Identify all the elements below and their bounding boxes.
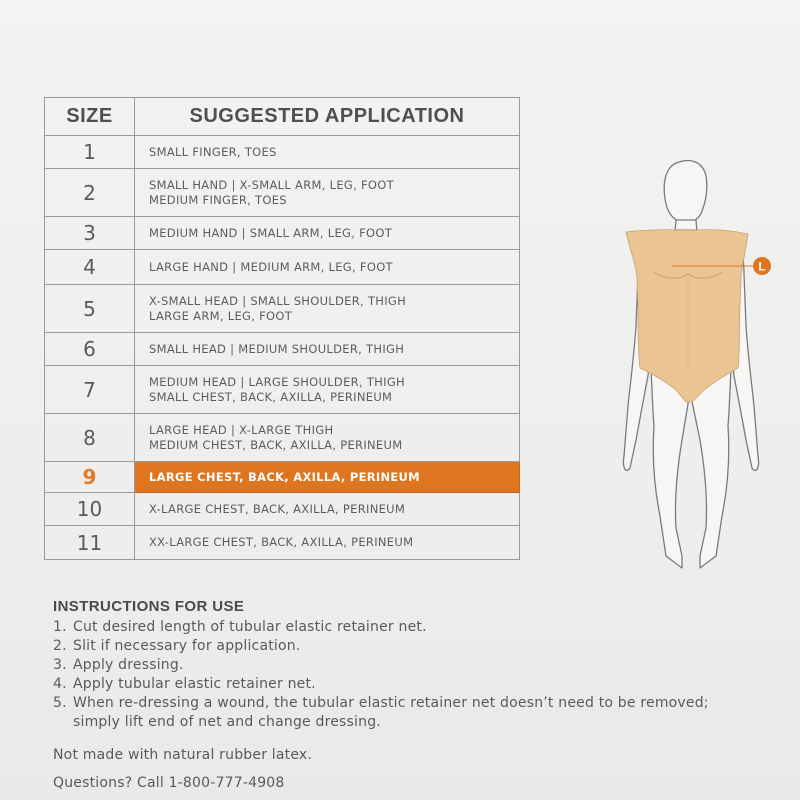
application-line: LARGE ARM, LEG, FOOT: [149, 308, 293, 323]
table-row: [45, 526, 520, 560]
size-number: 1: [45, 136, 135, 169]
instruction-step: [53, 694, 753, 732]
step-text: Apply tubular elastic retainer net.: [73, 676, 316, 692]
step-number: 2.: [53, 638, 67, 654]
table-row: [45, 250, 520, 285]
step-number: 3.: [53, 657, 67, 673]
application-line: SMALL HAND | X-SMALL ARM, LEG, FOOT: [149, 177, 394, 192]
size-application: [135, 136, 520, 169]
application-line: LARGE HEAD | X-LARGE THIGH: [149, 422, 334, 437]
table-row: [45, 285, 520, 333]
size-application: [135, 414, 520, 462]
size-application: [135, 366, 520, 414]
table-row: [45, 462, 520, 493]
step-number: 1.: [53, 619, 67, 635]
size-number: 5: [45, 285, 135, 333]
instructions-list: [53, 618, 753, 732]
latex-note: Not made with natural rubber latex.: [53, 747, 313, 763]
size-application: [135, 493, 520, 526]
table-row: [45, 217, 520, 250]
size-number: 4: [45, 250, 135, 285]
size-application: [135, 333, 520, 366]
application-line: SMALL HEAD | MEDIUM SHOULDER, THIGH: [149, 341, 405, 356]
application-line: X-LARGE CHEST, BACK, AXILLA, PERINEUM: [149, 501, 406, 516]
size-rows: [45, 136, 520, 560]
size-number: 10: [45, 493, 135, 526]
size-table: [44, 97, 520, 560]
size-number: 3: [45, 217, 135, 250]
instructions-section: [53, 598, 753, 791]
application-line: X-SMALL HEAD | SMALL SHOULDER, THIGH: [149, 293, 407, 308]
size-number: 2: [45, 169, 135, 217]
application-line: LARGE CHEST, BACK, AXILLA, PERINEUM: [149, 469, 420, 484]
application-column-header: SUGGESTED APPLICATION: [135, 98, 520, 136]
size-number: 9: [45, 462, 135, 493]
size-application: [135, 169, 520, 217]
instruction-step: [53, 675, 753, 694]
table-row: [45, 493, 520, 526]
application-line: MEDIUM HEAD | LARGE SHOULDER, THIGH: [149, 374, 405, 389]
application-line: MEDIUM CHEST, BACK, AXILLA, PERINEUM: [149, 437, 403, 452]
application-line: MEDIUM HAND | SMALL ARM, LEG, FOOT: [149, 225, 393, 240]
step-text: When re-dressing a wound, the tubular elastic retainer net doesn’t need to be removed; simply lift end of net and change dressing.: [73, 695, 709, 730]
size-column-header: SIZE: [45, 98, 135, 136]
size-marker-label: L: [758, 259, 766, 274]
instruction-step: [53, 637, 753, 656]
step-number: 5.: [53, 695, 67, 711]
size-application: [135, 462, 520, 493]
table-row: [45, 366, 520, 414]
instruction-step: [53, 656, 753, 675]
table-row: [45, 136, 520, 169]
step-text: Cut desired length of tubular elastic retainer net.: [73, 619, 427, 635]
size-application: [135, 285, 520, 333]
body-figure: [596, 156, 796, 576]
size-application: [135, 250, 520, 285]
table-row: [45, 333, 520, 366]
instruction-step: [53, 618, 753, 637]
step-number: 4.: [53, 676, 67, 692]
size-application: [135, 526, 520, 560]
application-line: XX-LARGE CHEST, BACK, AXILLA, PERINEUM: [149, 535, 414, 549]
size-number: 8: [45, 414, 135, 462]
table-header-row: [45, 98, 520, 136]
questions-contact: Questions? Call 1-800-777-4908: [53, 775, 285, 791]
application-line: LARGE HAND | MEDIUM ARM, LEG, FOOT: [149, 259, 393, 274]
size-number: 6: [45, 333, 135, 366]
instructions-heading: INSTRUCTIONS FOR USE: [53, 598, 245, 615]
application-line: SMALL FINGER, TOES: [149, 144, 277, 159]
size-application: [135, 217, 520, 250]
application-line: SMALL CHEST, BACK, AXILLA, PERINEUM: [149, 389, 393, 404]
step-text: Slit if necessary for application.: [73, 638, 301, 654]
step-text: Apply dressing.: [73, 657, 184, 673]
application-line: MEDIUM FINGER, TOES: [149, 192, 287, 207]
size-number: 11: [45, 526, 135, 560]
size-number: 7: [45, 366, 135, 414]
table-row: [45, 414, 520, 462]
table-row: [45, 169, 520, 217]
